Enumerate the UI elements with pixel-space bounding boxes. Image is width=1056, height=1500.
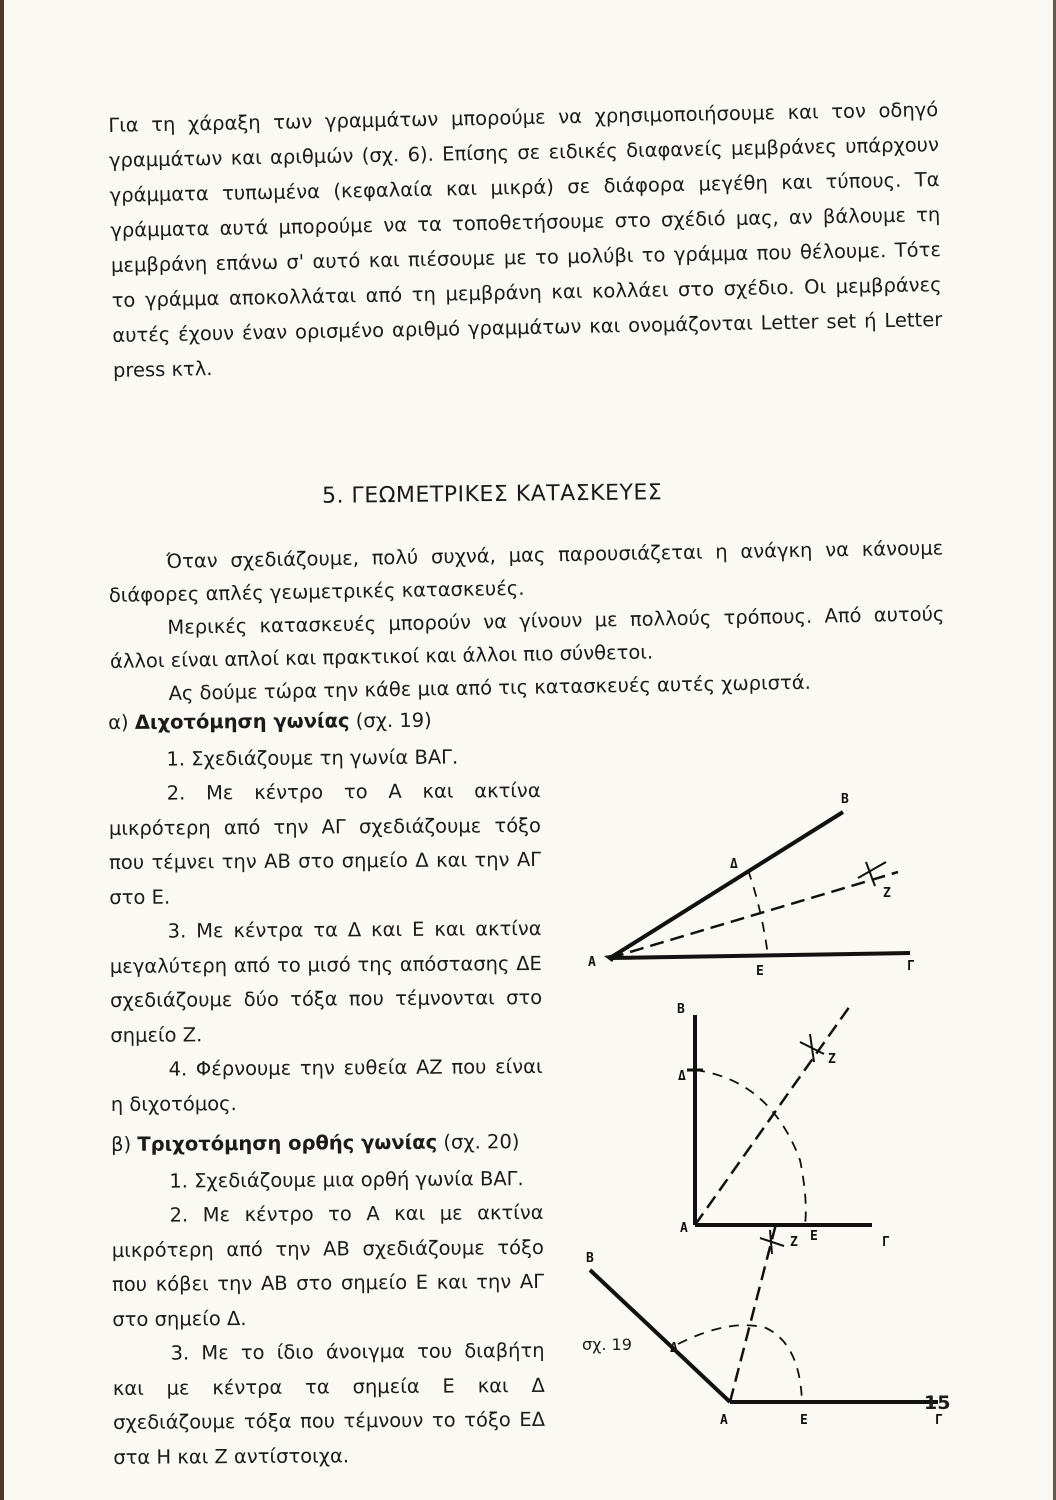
label-d: Δ: [678, 1069, 686, 1084]
ray-ab: [610, 812, 843, 958]
label-a: A: [720, 1413, 728, 1428]
trisection-prefix: β): [111, 1132, 132, 1156]
label-a: A: [588, 955, 596, 970]
bisection-ref: (σχ. 19): [355, 708, 432, 733]
trisection-ref: (σχ. 20): [443, 1130, 520, 1154]
trisection-heading: [111, 1125, 543, 1163]
bisection-step: 1. Σχεδιάζουμε τη γωνία ΒΑΓ.: [166, 745, 459, 771]
label-b: B: [677, 1002, 685, 1017]
label-z: Z: [828, 1052, 836, 1067]
label-z: Z: [883, 886, 891, 901]
section-paragraph-1: Όταν σχεδιάζουμε, πολύ συχνά, μας παρουσιάζεται η ανάγκη να κάνουμε διάφορες απλές γεωμετρικές κατασκευές.: [108, 536, 944, 607]
label-e: E: [756, 964, 764, 979]
label-g: Γ: [882, 1235, 890, 1250]
bisection-diagram: [604, 812, 910, 962]
label-a: A: [680, 1221, 688, 1236]
page-number: 15: [924, 1392, 951, 1414]
section-intro: [108, 531, 946, 711]
label-e: E: [810, 1229, 818, 1244]
trisection-diagram: [687, 1006, 872, 1225]
bisector-az: [730, 1220, 777, 1402]
bisection-step: 3. Με κέντρα τα Δ και Ε και ακτίνα μεγαλύτερη από το μισό της απόστασης ΔΕ σχεδιάζουμε δύο τόξα που τέμνονται στο σημείο Ζ.: [109, 916, 543, 1047]
figure-19: [570, 770, 950, 1490]
label-d: Δ: [670, 1341, 678, 1356]
trisection-step: 1. Σχεδιάζουμε μια ορθή γωνία ΒΑΓ.: [169, 1166, 524, 1193]
bisector-az: [695, 1006, 850, 1225]
bisection-heading: [108, 703, 540, 741]
trisection-step: 3. Με το ίδιο άνοιγμα του διαβήτη και με κέντρα τα σημεία Ε και Δ σχεδιάζουμε τόξα που τέμνουν το τόξο ΕΔ στα Η και Ζ αντίστοιχα.: [112, 1338, 546, 1469]
section-title: 5. ΓΕΩΜΕΤΡΙΚΕΣ ΚΑΤΑΣΚΕΥΕΣ: [321, 480, 663, 509]
bisection-title: Διχοτόμηση γωνίας: [134, 709, 350, 734]
section-paragraph-2: Μερικές κατασκευές μπορούν να γίνουν με πολλούς τρόπους. Από αυτούς άλλοι είναι απλοί και πρακτικοί και άλλοι πιο σύνθετοι.: [109, 602, 945, 673]
section-paragraph-3: Ας δούμε τώρα την κάθε μια από τις κατασκευές αυτές χωριστά.: [168, 670, 812, 705]
label-g: Γ: [935, 1413, 943, 1428]
ray-ag: [610, 953, 910, 958]
label-b: B: [586, 1251, 594, 1266]
intersection-z-mark: [760, 1230, 784, 1254]
figure-caption: σχ. 19: [582, 1335, 632, 1354]
label-e: E: [800, 1413, 808, 1428]
trisection-step: 2. Με κέντρο το Α και με ακτίνα μικρότερη από την ΑΒ σχεδιάζουμε τόξο που κόβει την ΑΒ στο σημείο Ε και την ΑΓ στο σημείο Δ.: [111, 1200, 545, 1331]
bisection-step: 4. Φέρνουμε την ευθεία ΑΖ που είναι η διχοτόμος.: [110, 1054, 543, 1116]
instructions-column: [108, 697, 545, 1475]
arc-de: [678, 1325, 802, 1402]
intro-paragraph: Για τη χάραξη των γραμμάτων μπορούμε να χρησιμοποιήσουμε και τον οδηγό γραμμάτων και αριθμών (σχ. 6). Επίσης σε ειδικές διαφανείς μεμβράνες υπάρχουν γράμματα τυπωμένα (κεφαλαία και μικρά) σε διάφορα μεγέθη και τύπους. Τα γράμματα αυτά μπορούμε να τα τοποθετήσουμε στο σχέδιό μας, αν βάλουμε τη μεμβράνη επάνω σ' αυτό και πιέσουμε με το μολύβι το γράμμα που θέλουμε. Τότε το γράμμα αποκολλάται από τη μεμβράνη και κολλάει στο σχέδιο. Οι μεμβράνες αυτές έχουν έναν ορισμένο αριθμό γραμμάτων και ονομάζονται Letter set ή Letter press κτλ.: [108, 98, 943, 382]
label-d: Δ: [730, 857, 738, 872]
trisection-title: Τριχοτόμηση ορθής γωνίας: [137, 1130, 438, 1156]
bisector-az: [610, 872, 898, 958]
bisection-step: 2. Με κέντρο το Α και ακτίνα μικρότερη από την ΑΓ σχεδιάζουμε τόξο που τέμνει την ΑΒ στο σημείο Δ και την ΑΓ στο Ε.: [108, 778, 542, 909]
bisection-prefix: α): [108, 710, 129, 734]
label-g: Γ: [907, 959, 915, 974]
label-b: B: [841, 792, 849, 807]
label-z: Z: [790, 1235, 798, 1250]
